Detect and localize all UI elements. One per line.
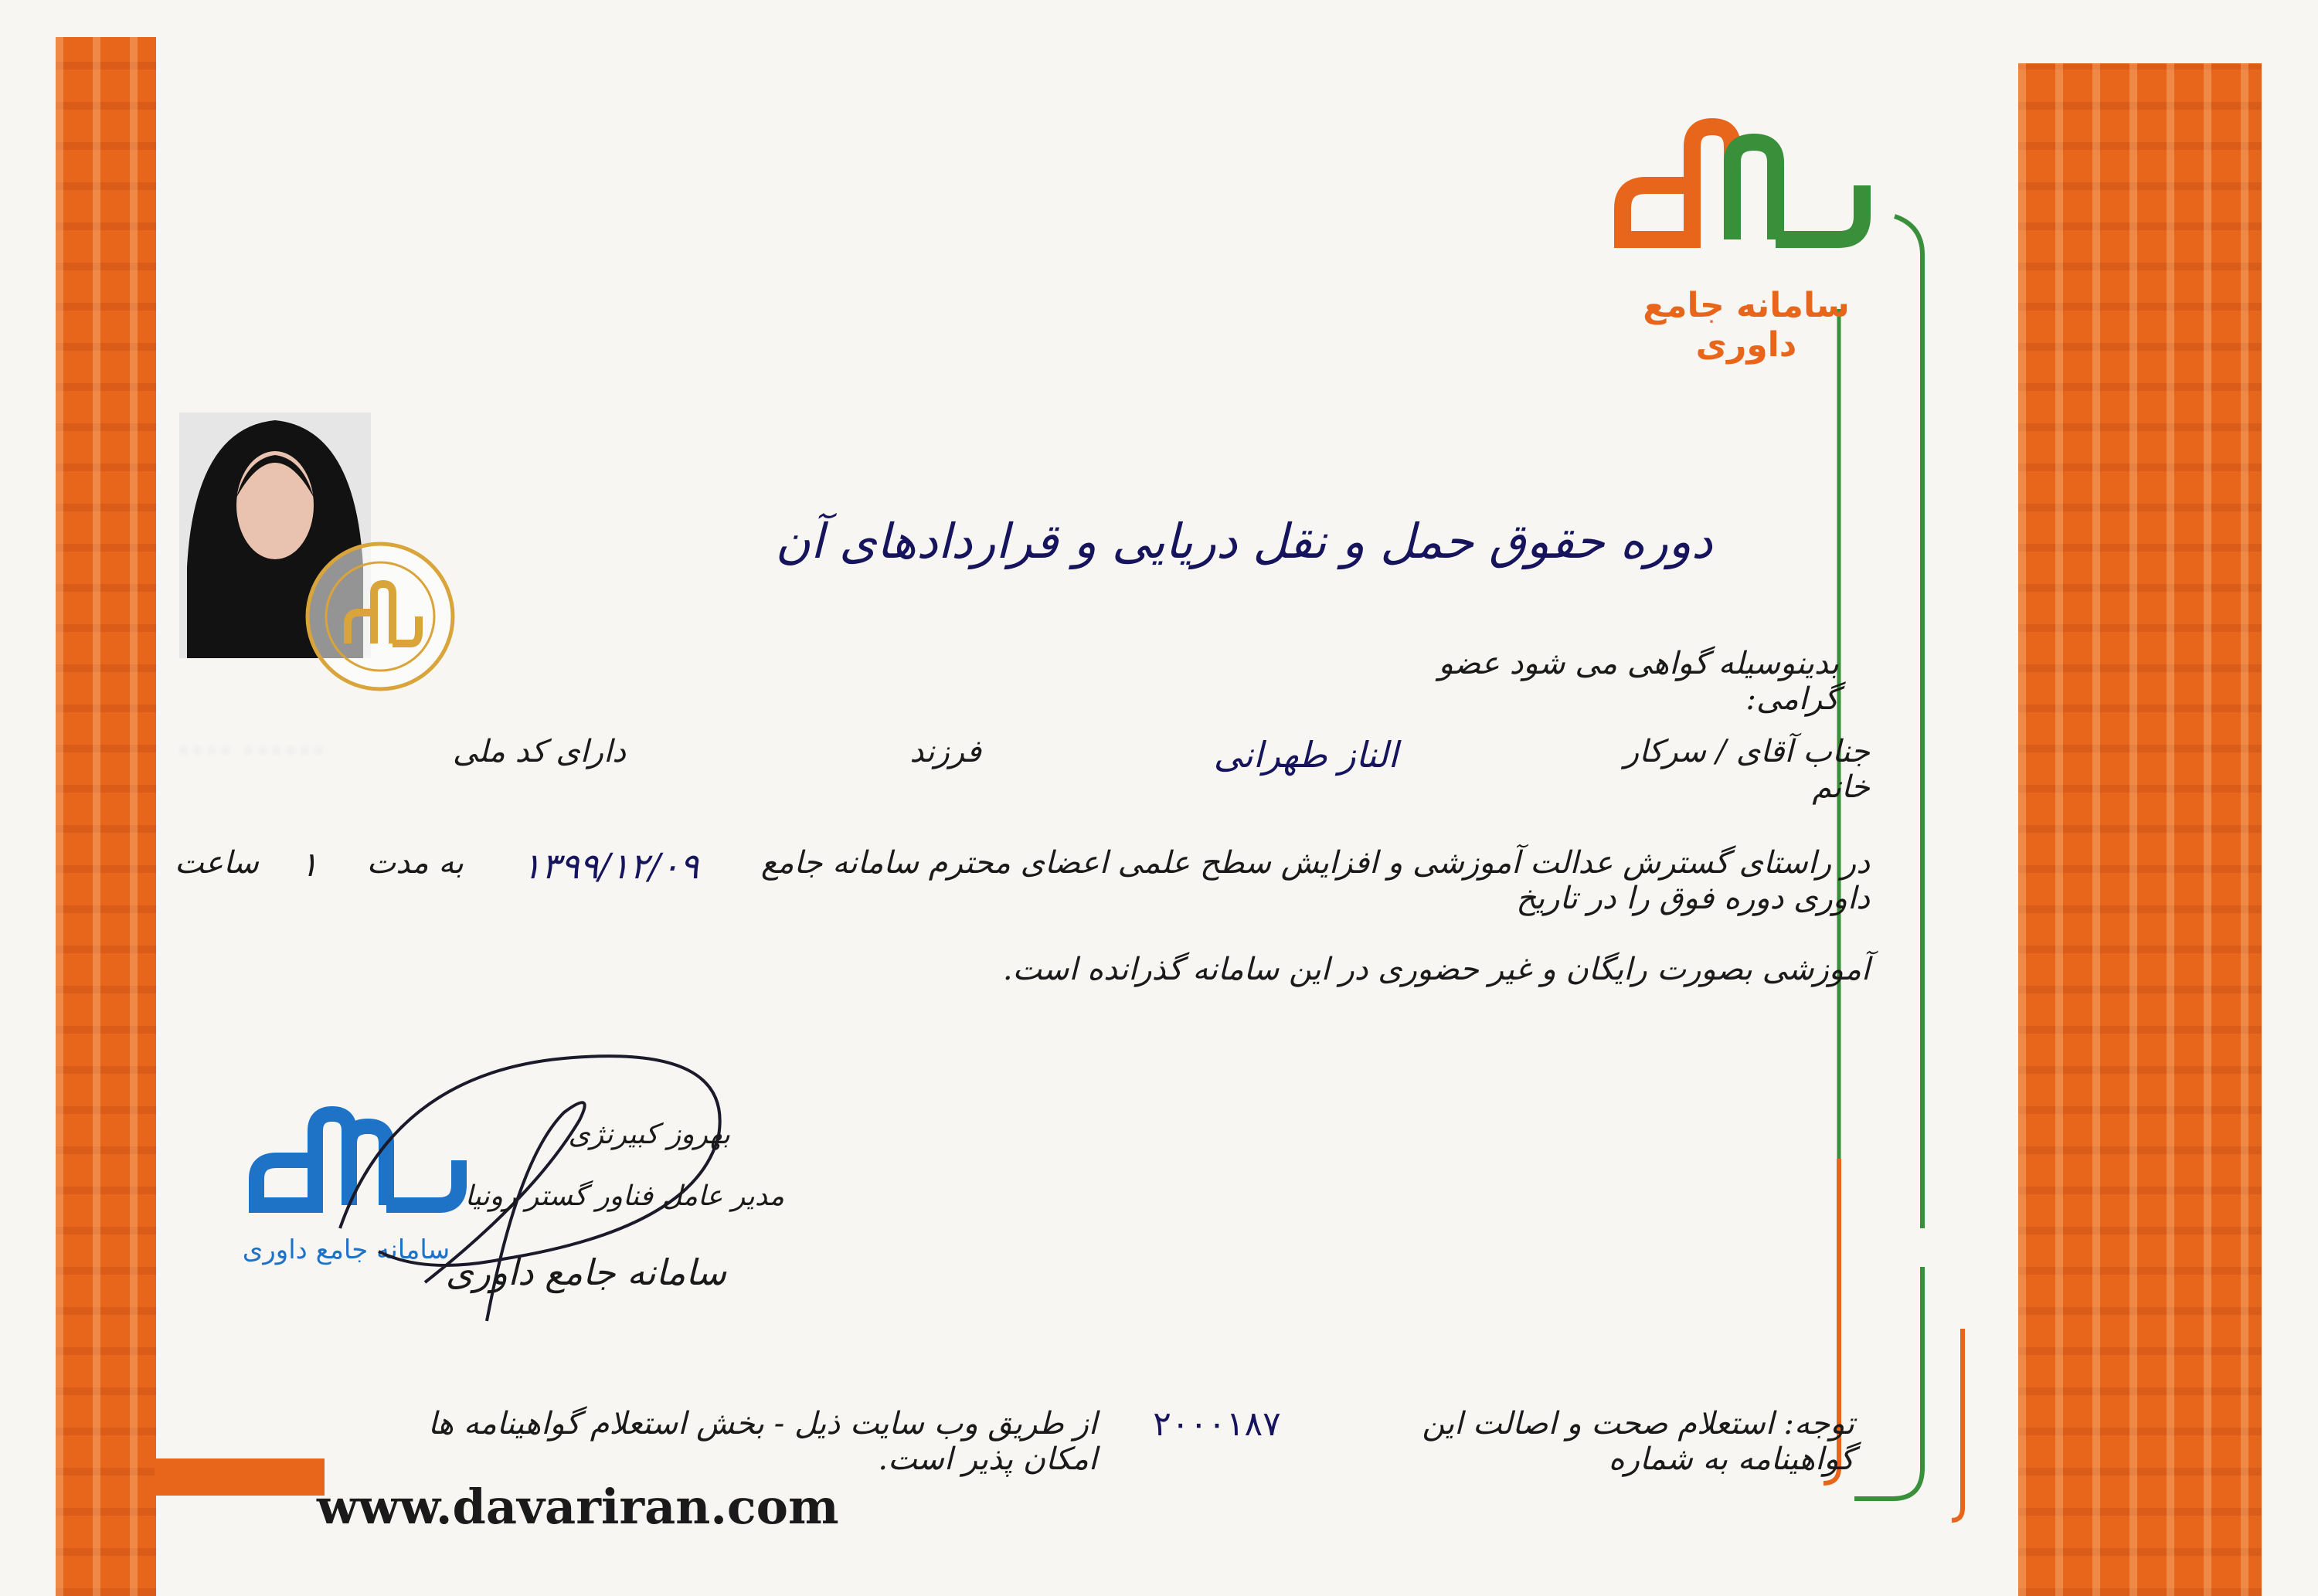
- duration-unit: ساعت: [175, 845, 259, 881]
- brand-logo-mark-icon: [1607, 116, 1885, 270]
- footer-note-suffix: از طریق وب سایت ذیل - بخش استعلام گواهینامه ها امکان پذیر است.: [427, 1406, 1097, 1477]
- brand-logo: [1607, 116, 1885, 365]
- blue-logo-text: سامانه جامع داوری: [242, 1234, 450, 1265]
- signer-organization: سامانه جامع داوری: [445, 1251, 726, 1293]
- national-id-value: ۰۰۰۰ ۰۰۰۰۰۰: [175, 734, 325, 765]
- duration-label: به مدت: [366, 845, 464, 881]
- website-accent-bar: [155, 1458, 325, 1496]
- salutation-label: جناب آقای / سرکار خانم: [1623, 734, 1870, 805]
- frame-green-line-right: [1895, 216, 1922, 1228]
- frame-green-line-bottom: [1854, 1267, 1922, 1499]
- official-seal: [303, 539, 457, 694]
- certificate-body-line2: آموزشی بصورت رایگان و غیر حضوری در این سامانه گذرانده است.: [1002, 952, 1870, 987]
- course-date: ۱۳۹۹/۱۲/۰۹: [522, 845, 699, 887]
- course-title: دوره حقوق حمل و نقل دریایی و قراردادهای آن: [775, 513, 1713, 569]
- certificate-body-line1: در راستای گسترش عدالت آموزشی و افزایش سطح علمی اعضای محترم سامانه جامع داوری دوره فوق را در تاریخ: [760, 845, 1870, 916]
- national-id-label: دارای کد ملی: [452, 734, 626, 769]
- certificate-number: ۲۰۰۰۱۸۷: [1153, 1404, 1281, 1444]
- footer-note-prefix: توجه: استعلام صحت و اصالت این گواهینامه به شماره: [1422, 1406, 1854, 1477]
- certificate-intro: بدینوسیله گواهی می شود عضو گرامی:: [1438, 646, 1839, 717]
- brand-logo-text: سامانه جامع داوری: [1643, 286, 1850, 365]
- duration-value: ۱: [300, 845, 318, 885]
- child-of-label: فرزند: [909, 734, 981, 769]
- frame-orange-line-bottom: [1952, 1329, 1963, 1520]
- member-name: الناز طهرانی: [1213, 734, 1399, 776]
- signer-role: مدیر عامل فناور گستر رونیا: [464, 1180, 784, 1212]
- website-url[interactable]: www.davariran.com: [317, 1479, 839, 1535]
- signer-name: بهروز کبیرنژی: [568, 1119, 730, 1150]
- seal-icon: [303, 539, 457, 694]
